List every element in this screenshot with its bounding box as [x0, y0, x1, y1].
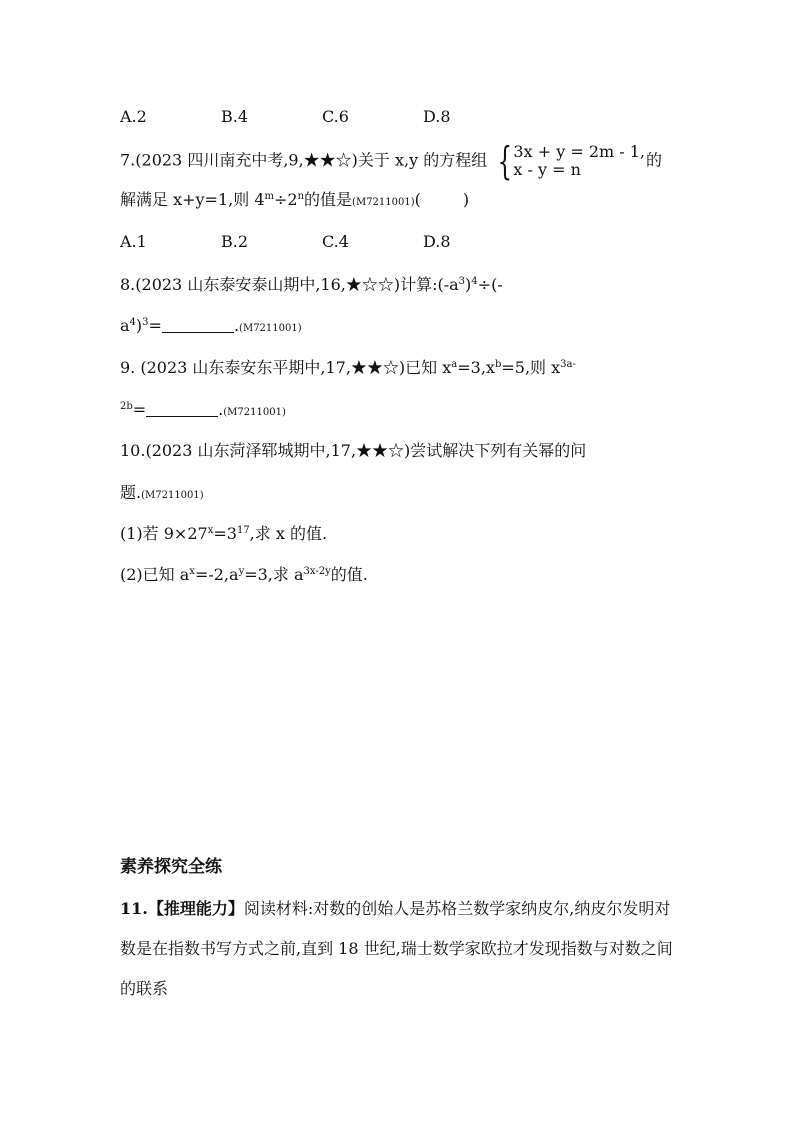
q8-stem-line2 [120, 316, 302, 339]
q10-stem-line2 [120, 483, 204, 506]
q10-sub2-text-d: 的值. [330, 565, 368, 584]
q7-stem-line2 [120, 190, 469, 213]
q7-text-a: 解满足 x+y=1,则 4 [120, 190, 265, 209]
q10-stem-line1: 10.(2023 山东菏泽郓城期中,17,★★☆)尝试解决下列有关幂的问 [120, 441, 587, 460]
q7-exponent-n: n [297, 191, 305, 202]
q8-period: . [233, 316, 240, 335]
option-c: C.6 [322, 107, 349, 126]
q11-number: 11. [120, 899, 148, 918]
q9-text-b: =3,x [457, 358, 495, 377]
q8-exponent: 3 [142, 317, 149, 328]
q10-exponent: 17 [236, 525, 250, 536]
q7-stem-line1 [120, 139, 663, 183]
q6-options [120, 107, 524, 127]
answer-paren-open: ( [414, 190, 421, 209]
equation-system [488, 139, 646, 183]
equation-1: 3x + y = 2m - 1, [513, 142, 646, 161]
q8-text-d: a [120, 316, 130, 335]
q8-equals: = [148, 316, 162, 335]
q8-text-e: ) [135, 316, 143, 335]
q9-exponent: a [451, 359, 458, 370]
q8-text-c: ÷(- [477, 275, 503, 294]
q9-text-c: =5,则 x [501, 358, 561, 377]
q7-exponent-m: m [264, 191, 274, 202]
q8-text-a: 8.(2023 山东泰安泰山期中,16,★☆☆)计算:(-a [120, 275, 459, 294]
q11-paragraph [120, 889, 680, 1009]
q8-exponent: 4 [129, 317, 136, 328]
option-b: B.2 [221, 232, 249, 251]
q10-exponent: x [207, 525, 214, 536]
q10-sub2-text-c: =3,求 a [244, 565, 304, 584]
q10-sub1-text-c: ,求 x 的值. [249, 524, 328, 543]
option-a: A.2 [120, 107, 147, 126]
q7-options [120, 232, 524, 252]
q7-prefix: 7.(2023 四川南充中考,9,★★☆)关于 x,y 的方程组 [120, 150, 488, 170]
equation-2: x - y = n [513, 160, 581, 179]
q9-period: . [218, 400, 224, 419]
q11-text: 阅读材料:对数的创始人是苏格兰数学家纳皮尔,纳皮尔发明对数是在指数书写方式之前,直到 18 世纪,瑞士数学家欧拉才发现指数与对数之间的联系 [120, 899, 673, 998]
q10-exponent: 3x-2y [303, 566, 331, 577]
q9-stem-line2 [120, 400, 286, 423]
q7-text-b: ÷2 [273, 190, 298, 209]
q10-sub1-text-b: =3 [213, 524, 237, 543]
q10-sub1-text-a: (1)若 9×27 [120, 524, 208, 543]
q7-suffix: 的 [646, 150, 663, 170]
q8-answer-blank[interactable] [162, 318, 234, 333]
q9-exponent: b [494, 359, 502, 370]
question-code: (M7211001) [141, 490, 204, 501]
q10-sub2 [120, 565, 368, 585]
q10-text: 题. [120, 483, 142, 502]
q9-text-a: 9. (2023 山东泰安东平期中,17,★★☆)已知 x [120, 358, 452, 377]
left-brace-icon: { [497, 139, 513, 183]
q9-answer-blank[interactable] [146, 402, 218, 417]
q9-stem-line1 [120, 358, 576, 378]
option-a: A.1 [120, 232, 147, 251]
q8-stem-line1 [120, 275, 503, 295]
option-d: D.8 [423, 107, 451, 126]
q10-sub2-text-a: (2)已知 a [120, 565, 190, 584]
q10-sub2-text-b: =-2,a [194, 565, 239, 584]
q7-text-c: 的值是 [304, 190, 353, 209]
q10-exponent: x [189, 566, 195, 577]
q8-exponent: 4 [471, 276, 478, 287]
q8-text-b: ) [465, 275, 472, 294]
q9-exponent: 3a- [560, 359, 576, 370]
question-code: (M7211001) [223, 407, 286, 418]
section-title: 素养探究全练 [120, 857, 222, 877]
q10-exponent: y [238, 566, 245, 577]
q9-equals: = [132, 400, 147, 419]
q9-exponent: 2b [120, 401, 133, 412]
question-code: (M7211001) [352, 197, 415, 208]
q11-tag: 【推理能力】 [147, 899, 244, 918]
option-b: B.4 [221, 107, 249, 126]
option-c: C.4 [322, 232, 349, 251]
option-d: D.8 [423, 232, 451, 251]
question-code: (M7211001) [239, 323, 302, 334]
answer-paren-close: ) [462, 190, 470, 209]
q8-exponent: 3 [458, 276, 466, 287]
q10-sub1 [120, 524, 327, 544]
